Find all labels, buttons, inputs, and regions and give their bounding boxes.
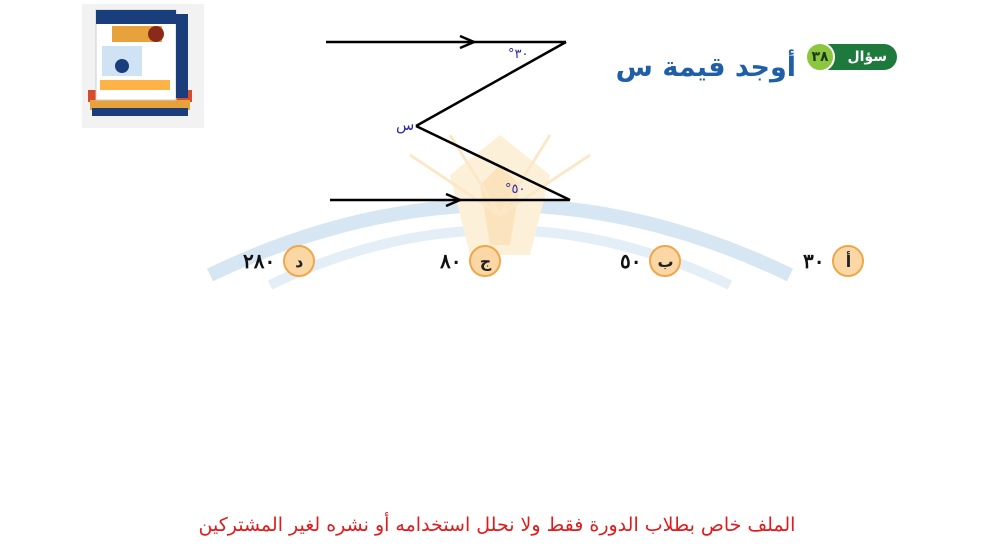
option-d-letter: د (283, 245, 315, 277)
vertex-label: س (396, 116, 415, 134)
top-slant-line (416, 42, 566, 126)
question-label: سؤال (847, 49, 887, 65)
option-a-value: ٣٠ (803, 249, 825, 273)
option-b-value: ٥٠ (620, 249, 642, 273)
top-angle-label: °٣٠ (508, 47, 529, 62)
option-c-value: ٨٠ (440, 249, 462, 273)
option-d[interactable] (243, 245, 315, 277)
option-d-value: ٢٨٠ (243, 249, 276, 273)
option-c-letter: ج (469, 245, 501, 277)
option-a-letter: أ (832, 245, 864, 277)
bottom-slant-line (416, 126, 570, 200)
option-c[interactable] (440, 245, 501, 277)
bottom-angle-label: °٥٠ (505, 182, 526, 197)
option-a[interactable] (803, 245, 864, 277)
question-text: أوجد قيمة س (615, 52, 796, 83)
option-b-letter: ب (649, 245, 681, 277)
footer-notice: الملف خاص بطلاب الدورة فقط ولا نحلل استخدامه أو نشره لغير المشتركين (198, 514, 796, 536)
option-b[interactable] (620, 245, 681, 277)
question-number: ٣٨ (805, 42, 835, 72)
